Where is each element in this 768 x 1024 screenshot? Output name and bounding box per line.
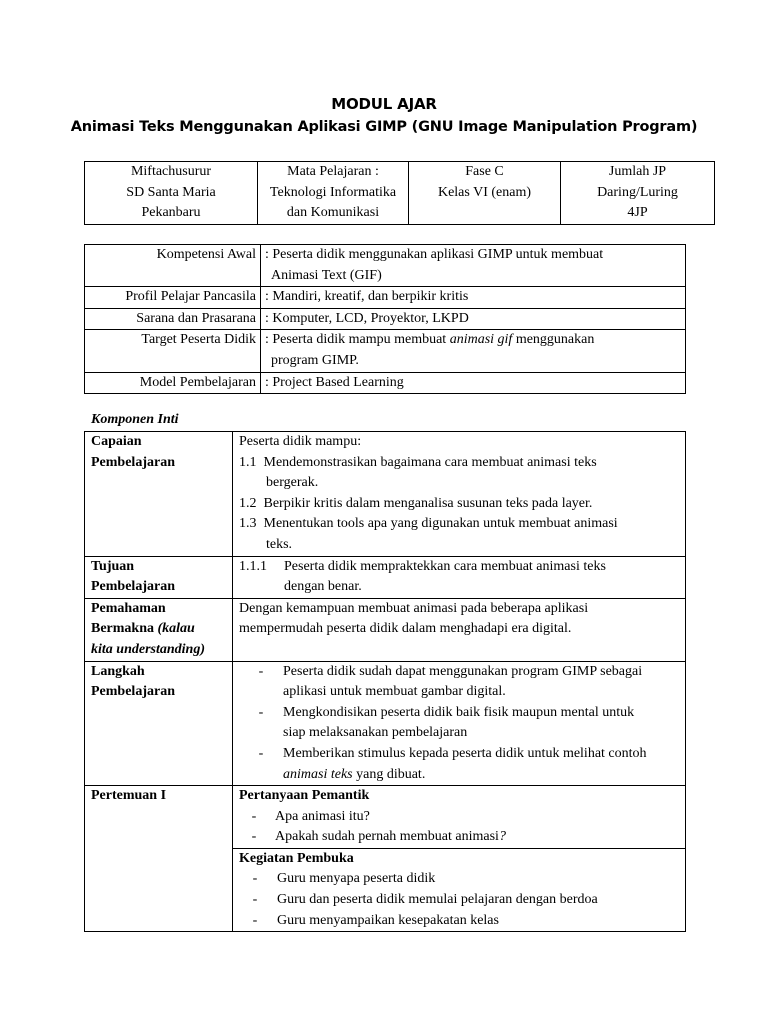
text-run: Apakah sudah pernah membuat animasi	[275, 829, 499, 845]
bullet-item	[239, 744, 681, 785]
dash-marker: -	[252, 892, 258, 908]
italic-run: animasi teks	[283, 766, 353, 782]
item-text: Mengkondisikan peserta didik baik fisik maupun mental untuk	[283, 704, 635, 720]
attribute-key: Model Pembelajaran	[85, 372, 261, 394]
label-line: Pemahaman	[91, 600, 166, 616]
dash-marker: -	[251, 808, 257, 824]
hours-cell	[561, 162, 715, 225]
dash-marker: -	[252, 871, 258, 887]
attribute-value: : Project Based Learning	[261, 372, 686, 394]
subsection-title: Pertanyaan Pemantik	[239, 788, 370, 804]
item-number: 1.1.1	[239, 558, 267, 574]
langkah-row	[85, 661, 686, 786]
tujuan-row	[85, 556, 686, 598]
question-text	[275, 827, 506, 848]
attribute-line	[265, 330, 685, 351]
item-text-continued	[239, 765, 681, 786]
item-text: Memberikan stimulus kepada peserta didik untuk melihat contoh	[283, 745, 647, 761]
bullet-item	[239, 703, 681, 744]
numbered-item	[239, 494, 681, 515]
school-name: SD Santa Maria	[126, 184, 216, 200]
subject-label: Mata Pelajaran :	[287, 164, 379, 179]
item-text: Peserta didik sudah dapat menggunakan program GIMP sebagai	[283, 663, 643, 679]
italic-run: animasi gif	[449, 332, 513, 348]
author-cell	[85, 162, 258, 225]
hours-value: 4JP	[627, 205, 648, 221]
dash-marker: -	[258, 704, 264, 720]
item-text: Menentukan tools apa yang digunakan untuk membuat animasi	[263, 516, 618, 532]
attributes-table	[84, 244, 686, 394]
label-line: Pembelajaran	[91, 454, 175, 470]
content-line: mempermudah peserta didik dalam menghadapi era digital.	[239, 621, 572, 637]
attribute-key: Kompetensi Awal	[85, 245, 261, 287]
item-text-continued: aplikasi untuk membuat gambar digital.	[283, 684, 506, 700]
mode-text: Daring/Luring	[597, 184, 678, 200]
identity-table	[84, 161, 715, 225]
core-components-table	[84, 431, 686, 932]
city-name: Pekanbaru	[141, 205, 201, 221]
attribute-value: : Mandiri, kreatif, dan berpikir kritis	[261, 287, 686, 309]
dash-marker: -	[258, 663, 264, 679]
dash-marker: -	[251, 829, 257, 845]
subject-line-1: Teknologi Informatika	[269, 184, 397, 200]
class-text: Kelas VI (enam)	[437, 184, 532, 200]
bullet-item	[239, 662, 681, 703]
item-number: 1.1	[239, 454, 264, 470]
phase-text: Fase C	[465, 164, 504, 179]
attribute-key: Profil Pelajar Pancasila	[85, 287, 261, 309]
hours-label: Jumlah JP	[608, 164, 667, 179]
activity-text: Guru menyapa peserta didik	[277, 871, 436, 887]
item-text: Mendemonstrasikan bagaimana cara membuat animasi teks	[263, 454, 597, 470]
numbered-item	[239, 453, 681, 494]
attribute-line: Animasi Text (GIF)	[271, 267, 382, 283]
item-text-continued: siap melaksanakan pembelajaran	[283, 725, 468, 741]
dash-marker: -	[258, 745, 264, 761]
row-label	[85, 432, 233, 557]
pemahaman-row	[85, 598, 686, 661]
pertemuan-row	[85, 786, 686, 849]
item-text-continued: bergerak.	[266, 475, 319, 491]
attribute-row	[85, 372, 686, 394]
pembuka-cell	[233, 848, 686, 931]
content-line: Dengan kemampuan membuat animasi pada beberapa aplikasi	[239, 600, 589, 616]
text-run: yang dibuat.	[352, 766, 426, 782]
capaian-row	[85, 432, 686, 557]
row-content	[233, 598, 686, 661]
item-text-continued: teks.	[266, 536, 293, 552]
attribute-line: program GIMP.	[271, 352, 359, 368]
section-heading: Komponen Inti	[91, 412, 179, 427]
text-run: : Peserta didik mampu membuat	[265, 332, 450, 348]
attribute-value: : Komputer, LCD, Proyektor, LKPD	[261, 308, 686, 330]
text-run: menggunakan	[512, 332, 595, 348]
attribute-key: Sarana dan Prasarana	[85, 308, 261, 330]
italic-run: ?	[498, 829, 506, 845]
label-line: Capaian	[91, 434, 142, 449]
attribute-row	[85, 245, 686, 287]
attribute-row	[85, 330, 686, 372]
row-content	[233, 556, 686, 598]
subject-cell	[258, 162, 409, 225]
label-line: Tujuan	[91, 558, 135, 574]
item-text: Peserta didik mempraktekkan cara membuat animasi teks	[284, 558, 606, 574]
item-number: 1.3	[239, 516, 264, 532]
numbered-item	[239, 514, 681, 555]
italic-run: (kalau	[157, 621, 195, 637]
item-number: 1.2	[239, 495, 264, 511]
text-run: Bermakna	[91, 621, 158, 637]
label-line	[91, 619, 232, 640]
attribute-line: : Peserta didik menggunakan aplikasi GIMP untuk membuat	[265, 247, 604, 262]
dash-marker: -	[252, 912, 258, 928]
subject-line-2: dan Komunikasi	[286, 205, 380, 221]
intro-text: Peserta didik mampu:	[239, 434, 362, 449]
pemantik-cell	[233, 786, 686, 849]
phase-cell	[409, 162, 561, 225]
activity-text: Guru menyampaikan kesepakatan kelas	[277, 912, 499, 928]
row-content	[233, 661, 686, 786]
row-label: Pertemuan I	[85, 786, 233, 932]
item-text-continued: dengan benar.	[284, 579, 362, 595]
attribute-value	[261, 245, 686, 287]
document-title: MODUL AJAR	[331, 95, 437, 113]
attribute-row	[85, 308, 686, 330]
label-line: Pembelajaran	[91, 684, 175, 700]
attribute-key: Target Peserta Didik	[85, 330, 261, 372]
subsection-title: Kegiatan Pembuka	[239, 850, 354, 866]
activity-text: Guru dan peserta didik memulai pelajaran dengan berdoa	[277, 892, 598, 908]
row-label	[85, 598, 233, 661]
label-line: Langkah	[91, 663, 145, 679]
label-line: kita understanding)	[91, 641, 205, 657]
row-content	[233, 432, 686, 557]
row-label	[85, 556, 233, 598]
author-name: Miftachusurur	[130, 164, 212, 179]
label-line: Pembelajaran	[91, 579, 175, 595]
attribute-row	[85, 287, 686, 309]
item-text: Berpikir kritis dalam menganalisa susunan teks pada layer.	[263, 495, 593, 511]
document-subtitle: Animasi Teks Menggunakan Aplikasi GIMP (GNU Image Manipulation Program)	[70, 119, 698, 135]
question-text: Apa animasi itu?	[275, 808, 370, 824]
row-label	[85, 661, 233, 786]
attribute-value	[261, 330, 686, 372]
